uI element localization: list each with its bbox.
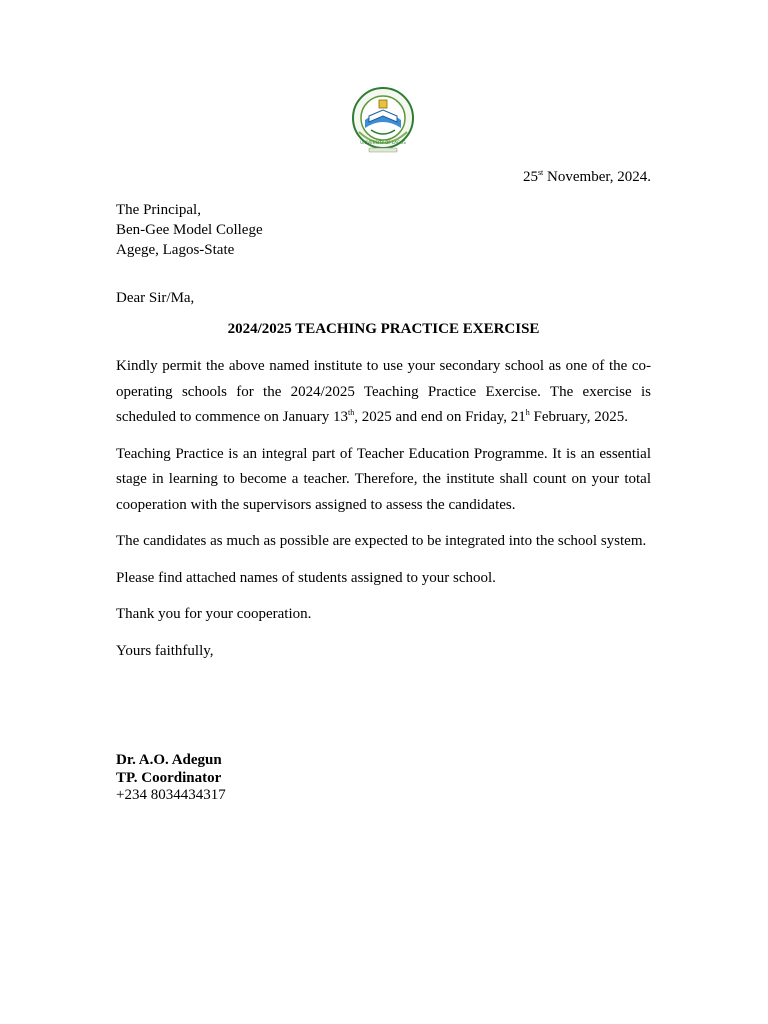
letter-date <box>523 169 651 186</box>
paragraph-1-text-2: , 2025 and end on Friday, 21 <box>354 409 526 425</box>
recipient-line-2: Ben-Gee Model College <box>116 222 263 238</box>
paragraph-1 <box>116 354 651 431</box>
recipient-address <box>116 200 263 260</box>
date-rest: November, 2024. <box>543 169 651 185</box>
paragraph-1-sup-1: th <box>348 408 355 417</box>
crest-lettering: UNIVERSITY OF LAGOS <box>360 140 406 145</box>
paragraph-1-text-3: February, 2025. <box>529 409 628 425</box>
paragraph-5: Thank you for your cooperation. <box>116 606 312 622</box>
signatory-name: Dr. A.O. Adegun <box>116 752 222 768</box>
closing: Yours faithfully, <box>116 642 214 659</box>
paragraph-4: Please find attached names of students assigned to your school. <box>116 569 496 586</box>
letter-subject: 2024/2025 TEACHING PRACTICE EXERCISE <box>227 321 540 337</box>
recipient-line-3: Agege, Lagos-State <box>116 242 235 258</box>
salutation: Dear Sir/Ma, <box>116 290 195 306</box>
date-suffix: st <box>537 168 544 177</box>
signatory-title: TP. Coordinator <box>116 769 222 786</box>
letter-body <box>116 354 651 675</box>
paragraph-1-text: Kindly permit the above named institute to use your secondary school as one of the co-operating schools for the 2024/2025 Teaching Practice Exercise. The exercise is scheduled to commence on January 13 <box>116 358 651 425</box>
recipient-line-1: The Principal, <box>116 202 201 218</box>
signature-block <box>116 752 226 805</box>
date-day: 25 <box>522 169 538 185</box>
paragraph-3: The candidates as much as possible are expected to be integrated into the school system. <box>116 533 647 549</box>
signatory-phone: +234 8034434317 <box>116 787 226 803</box>
paragraph-1-sup-2: h <box>525 408 530 417</box>
university-crest-icon <box>349 86 417 156</box>
paragraph-2: Teaching Practice is an integral part of Teacher Education Programme. It is an essential stage in learning to become a teacher. Therefore, the institute shall count on your total cooperation with the supervisors assigned to assess the candidates. <box>116 445 651 513</box>
